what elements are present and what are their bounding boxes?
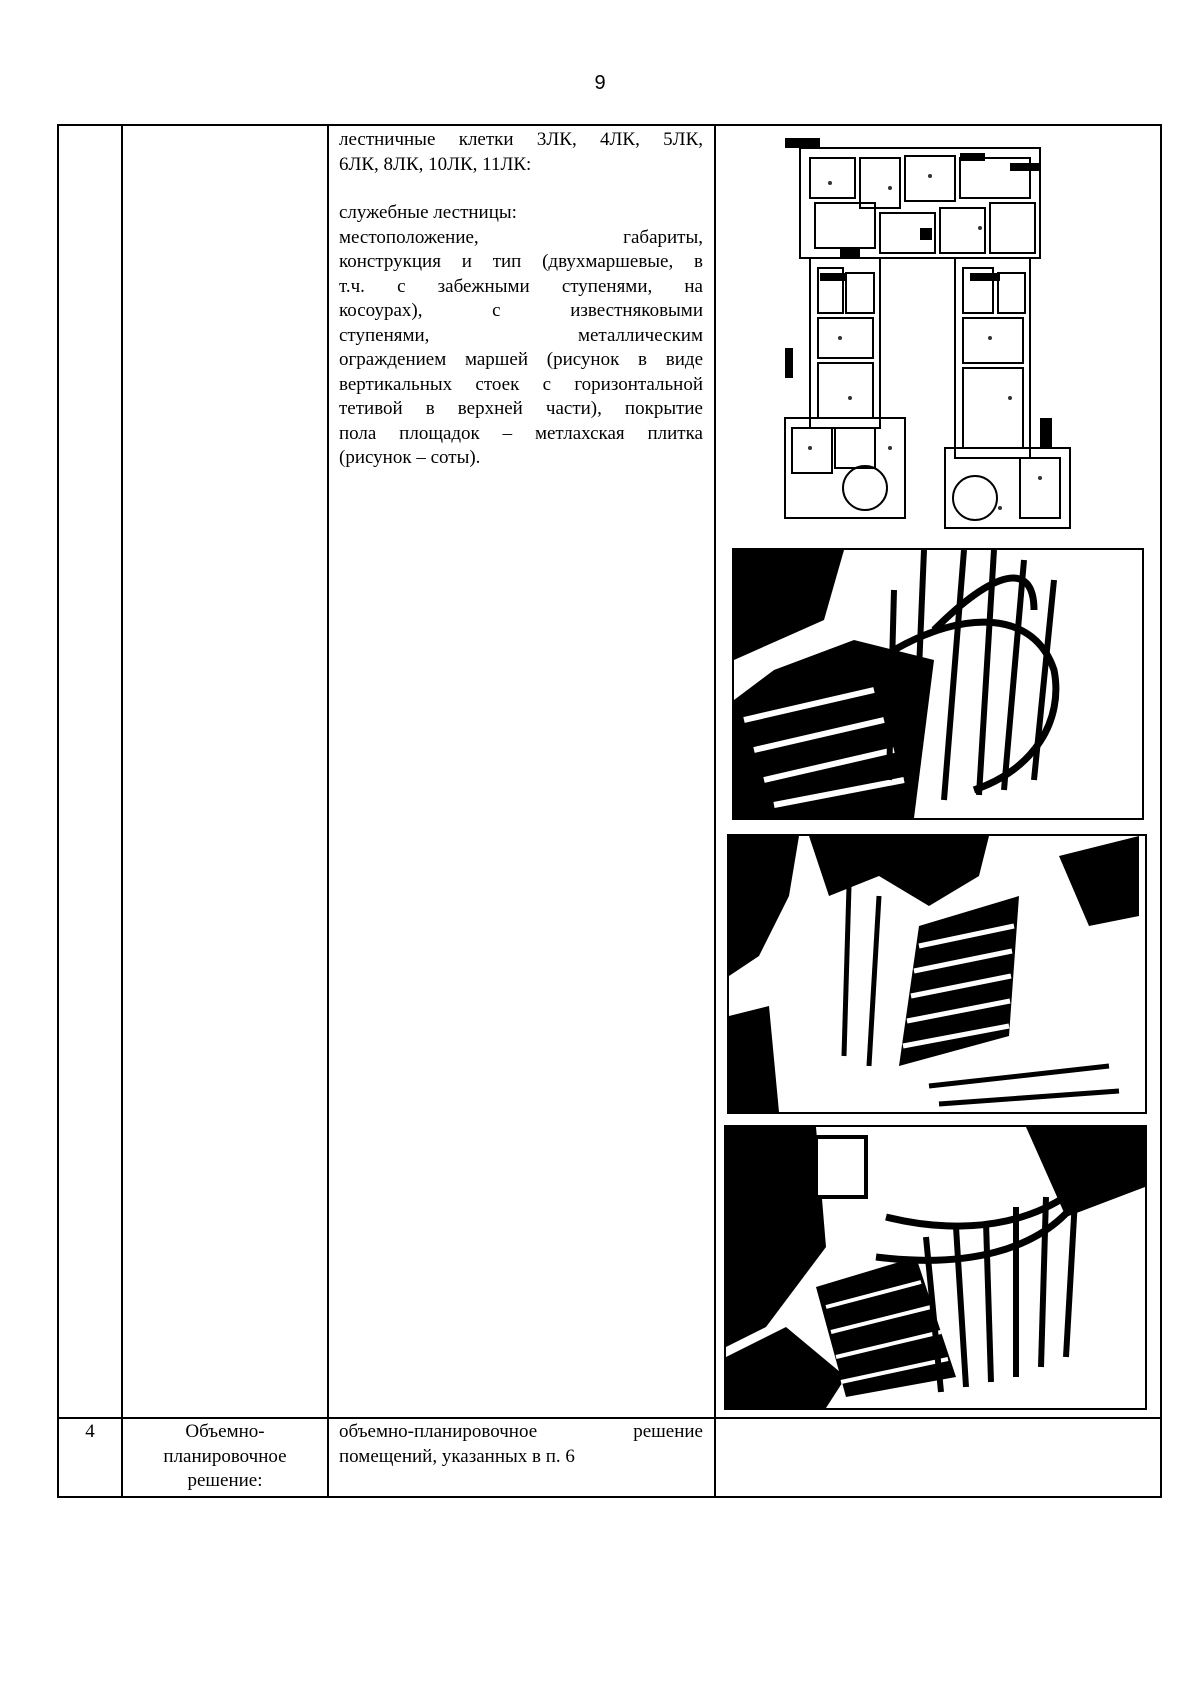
stair-photo-2-graphic xyxy=(729,836,1145,1112)
col-border-1 xyxy=(121,124,123,1498)
page-number: 9 xyxy=(594,72,606,94)
col-border-2 xyxy=(327,124,329,1498)
desc-line: ограждением маршей (рисунок в виде xyxy=(339,349,703,370)
desc-line: тетивой в верхней части), покрытие xyxy=(339,398,703,419)
stair-photo-3 xyxy=(724,1125,1147,1410)
desc-line: конструкция и тип (двухмаршевые, в xyxy=(339,251,703,272)
desc-line: местоположение, габариты, xyxy=(339,226,703,248)
row-4-description xyxy=(339,1420,703,1469)
stair-photo-1-graphic xyxy=(734,550,1142,818)
desc-line: пола площадок – метлахская плитка xyxy=(339,422,703,444)
col-border-4 xyxy=(1160,124,1162,1498)
table-top-border xyxy=(57,124,1161,126)
row-4-title-line: решение: xyxy=(187,1470,263,1491)
stair-photo-1 xyxy=(732,548,1144,820)
desc-line: ступенями, металлическим xyxy=(339,324,703,346)
desc-line: т.ч. с забежными ступенями, на xyxy=(339,275,703,297)
row-4-title-line: планировочное xyxy=(163,1445,287,1467)
floor-plan-image xyxy=(780,128,1080,538)
desc-line: косоурах), с известняковыми xyxy=(339,300,703,321)
desc-line: 6ЛК, 8ЛК, 10ЛК, 11ЛК: xyxy=(339,153,532,175)
desc-line: служебные лестницы: xyxy=(339,202,517,223)
desc-line xyxy=(339,177,703,201)
row-4-title xyxy=(123,1420,327,1494)
col-border-3 xyxy=(714,124,716,1498)
stair-photo-3-graphic xyxy=(726,1127,1145,1408)
row-4-title-line: Объемно- xyxy=(185,1421,265,1442)
row-4-desc-line: помещений, указанных в п. 6 xyxy=(339,1445,575,1467)
stair-description xyxy=(339,128,703,471)
row-divider xyxy=(57,1417,1161,1419)
row-4-number: 4 xyxy=(85,1421,95,1442)
col-border-0 xyxy=(57,124,59,1498)
desc-line: лестничные клетки 3ЛК, 4ЛК, 5ЛК, xyxy=(339,129,703,150)
row-4-desc-line: объемно-планировочное решение xyxy=(339,1421,703,1442)
desc-line: вертикальных стоек с горизонтальной xyxy=(339,373,703,395)
stair-photo-2 xyxy=(727,834,1147,1114)
desc-line: (рисунок – соты). xyxy=(339,447,481,468)
table-bottom-border xyxy=(57,1496,1161,1498)
